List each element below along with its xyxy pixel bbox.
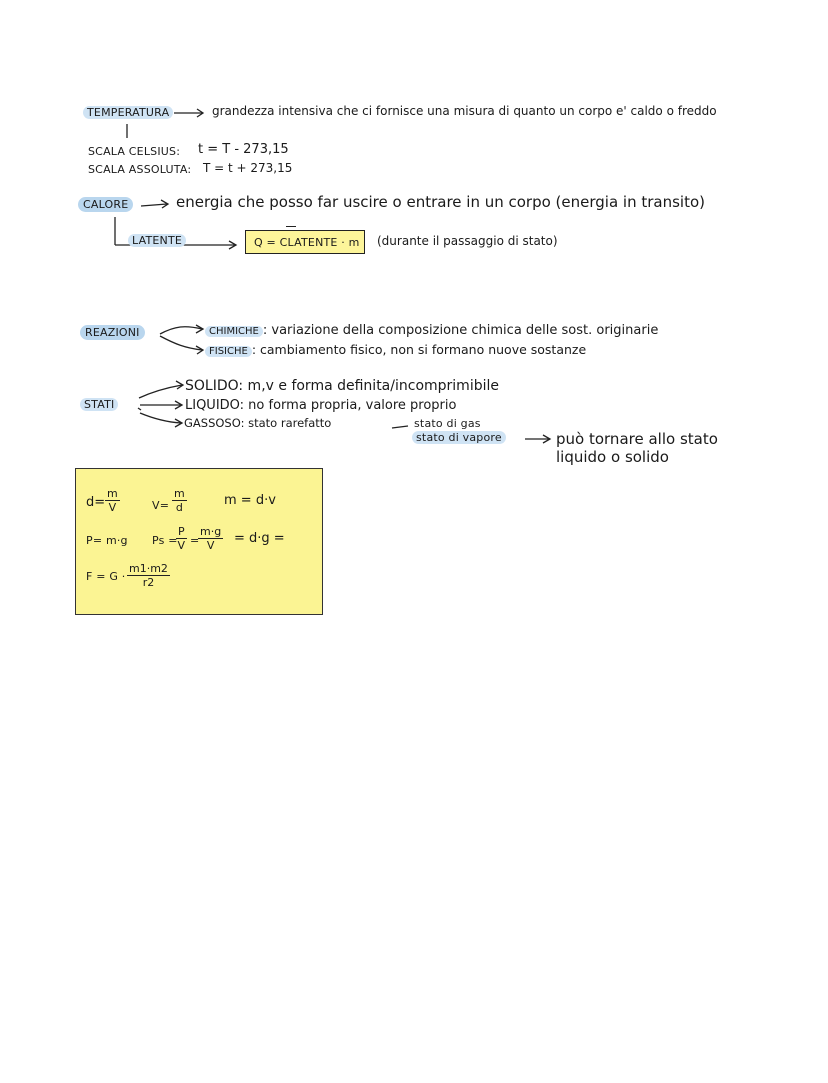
stati-label: STATI [80,399,118,410]
density-fraction: $\frac{m}{V}$ [107,487,118,514]
latente-label: LATENTE [128,235,186,246]
chimiche-text: : variazione della composizione chimica delle sost. originarie [262,323,659,338]
fisiche-text: : cambiamento fisico, non si formano nuove sostanze [251,342,587,357]
temperatura-definition: grandezza intensiva che ci fornisce una misura di quanto un corpo e' caldo o freddo [212,104,717,118]
specific-weight-eq: = [190,534,200,547]
stato-liquido: LIQUIDO: no forma propria, valore proprio [185,398,457,413]
specific-weight-lhs: Ps = [152,534,178,547]
stato-vapore-label: stato di vapore [412,432,506,443]
density-lhs: d= [86,495,106,510]
reazioni-chimiche [205,324,658,337]
stato-gas-label: stato di gas [414,417,481,430]
gravity-fraction: $\frac{m1\cdot m2}{r2}$ [129,562,168,589]
specific-weight-fraction-2: $\frac{m\cdot g}{V}$ [200,525,222,552]
weight-formula: P= m·g [86,534,128,547]
scala-assoluta-label: SCALA ASSOLUTA: [88,163,192,176]
chimiche-label: CHIMICHE [205,326,263,337]
scala-assoluta-formula: T = t + 273,15 [203,161,293,175]
mass-formula: m = d·v [224,493,276,508]
specific-weight-fraction-1: $\frac{P}{V}$ [177,525,186,552]
scala-celsius-formula: t = T - 273,15 [198,142,289,157]
temperatura-label: TEMPERATURA [83,107,173,118]
stato-solido: SOLIDO: m,v e forma definita/incomprimibile [185,378,499,394]
formula-box [75,468,323,615]
stato-gassoso: GASSOSO: stato rarefatto [184,416,332,430]
volume-fraction: $\frac{m}{d}$ [174,487,185,514]
calore-label: CALORE [78,199,133,210]
gravity-lhs: F = G · [86,570,126,583]
latent-heat-formula: Q = CLATENTE · m [254,235,360,249]
reazioni-fisiche [205,344,586,357]
calore-definition: energia che posso far uscire o entrare in un corpo (energia in transito) [176,193,706,211]
vapore-note-1: può tornare allo stato [556,430,718,448]
latent-heat-formula-box [245,230,365,254]
calore-note: (durante il passaggio di stato) [377,234,558,248]
vapore-note-2: liquido o solido [556,448,669,466]
reazioni-label: REAZIONI [80,327,145,338]
specific-weight-tail: = d·g = [234,531,285,546]
scala-celsius-label: SCALA CELSIUS: [88,145,181,158]
volume-lhs: V= [152,499,170,512]
fisiche-label: FISICHE [205,346,252,357]
formula-overbar [286,226,296,227]
